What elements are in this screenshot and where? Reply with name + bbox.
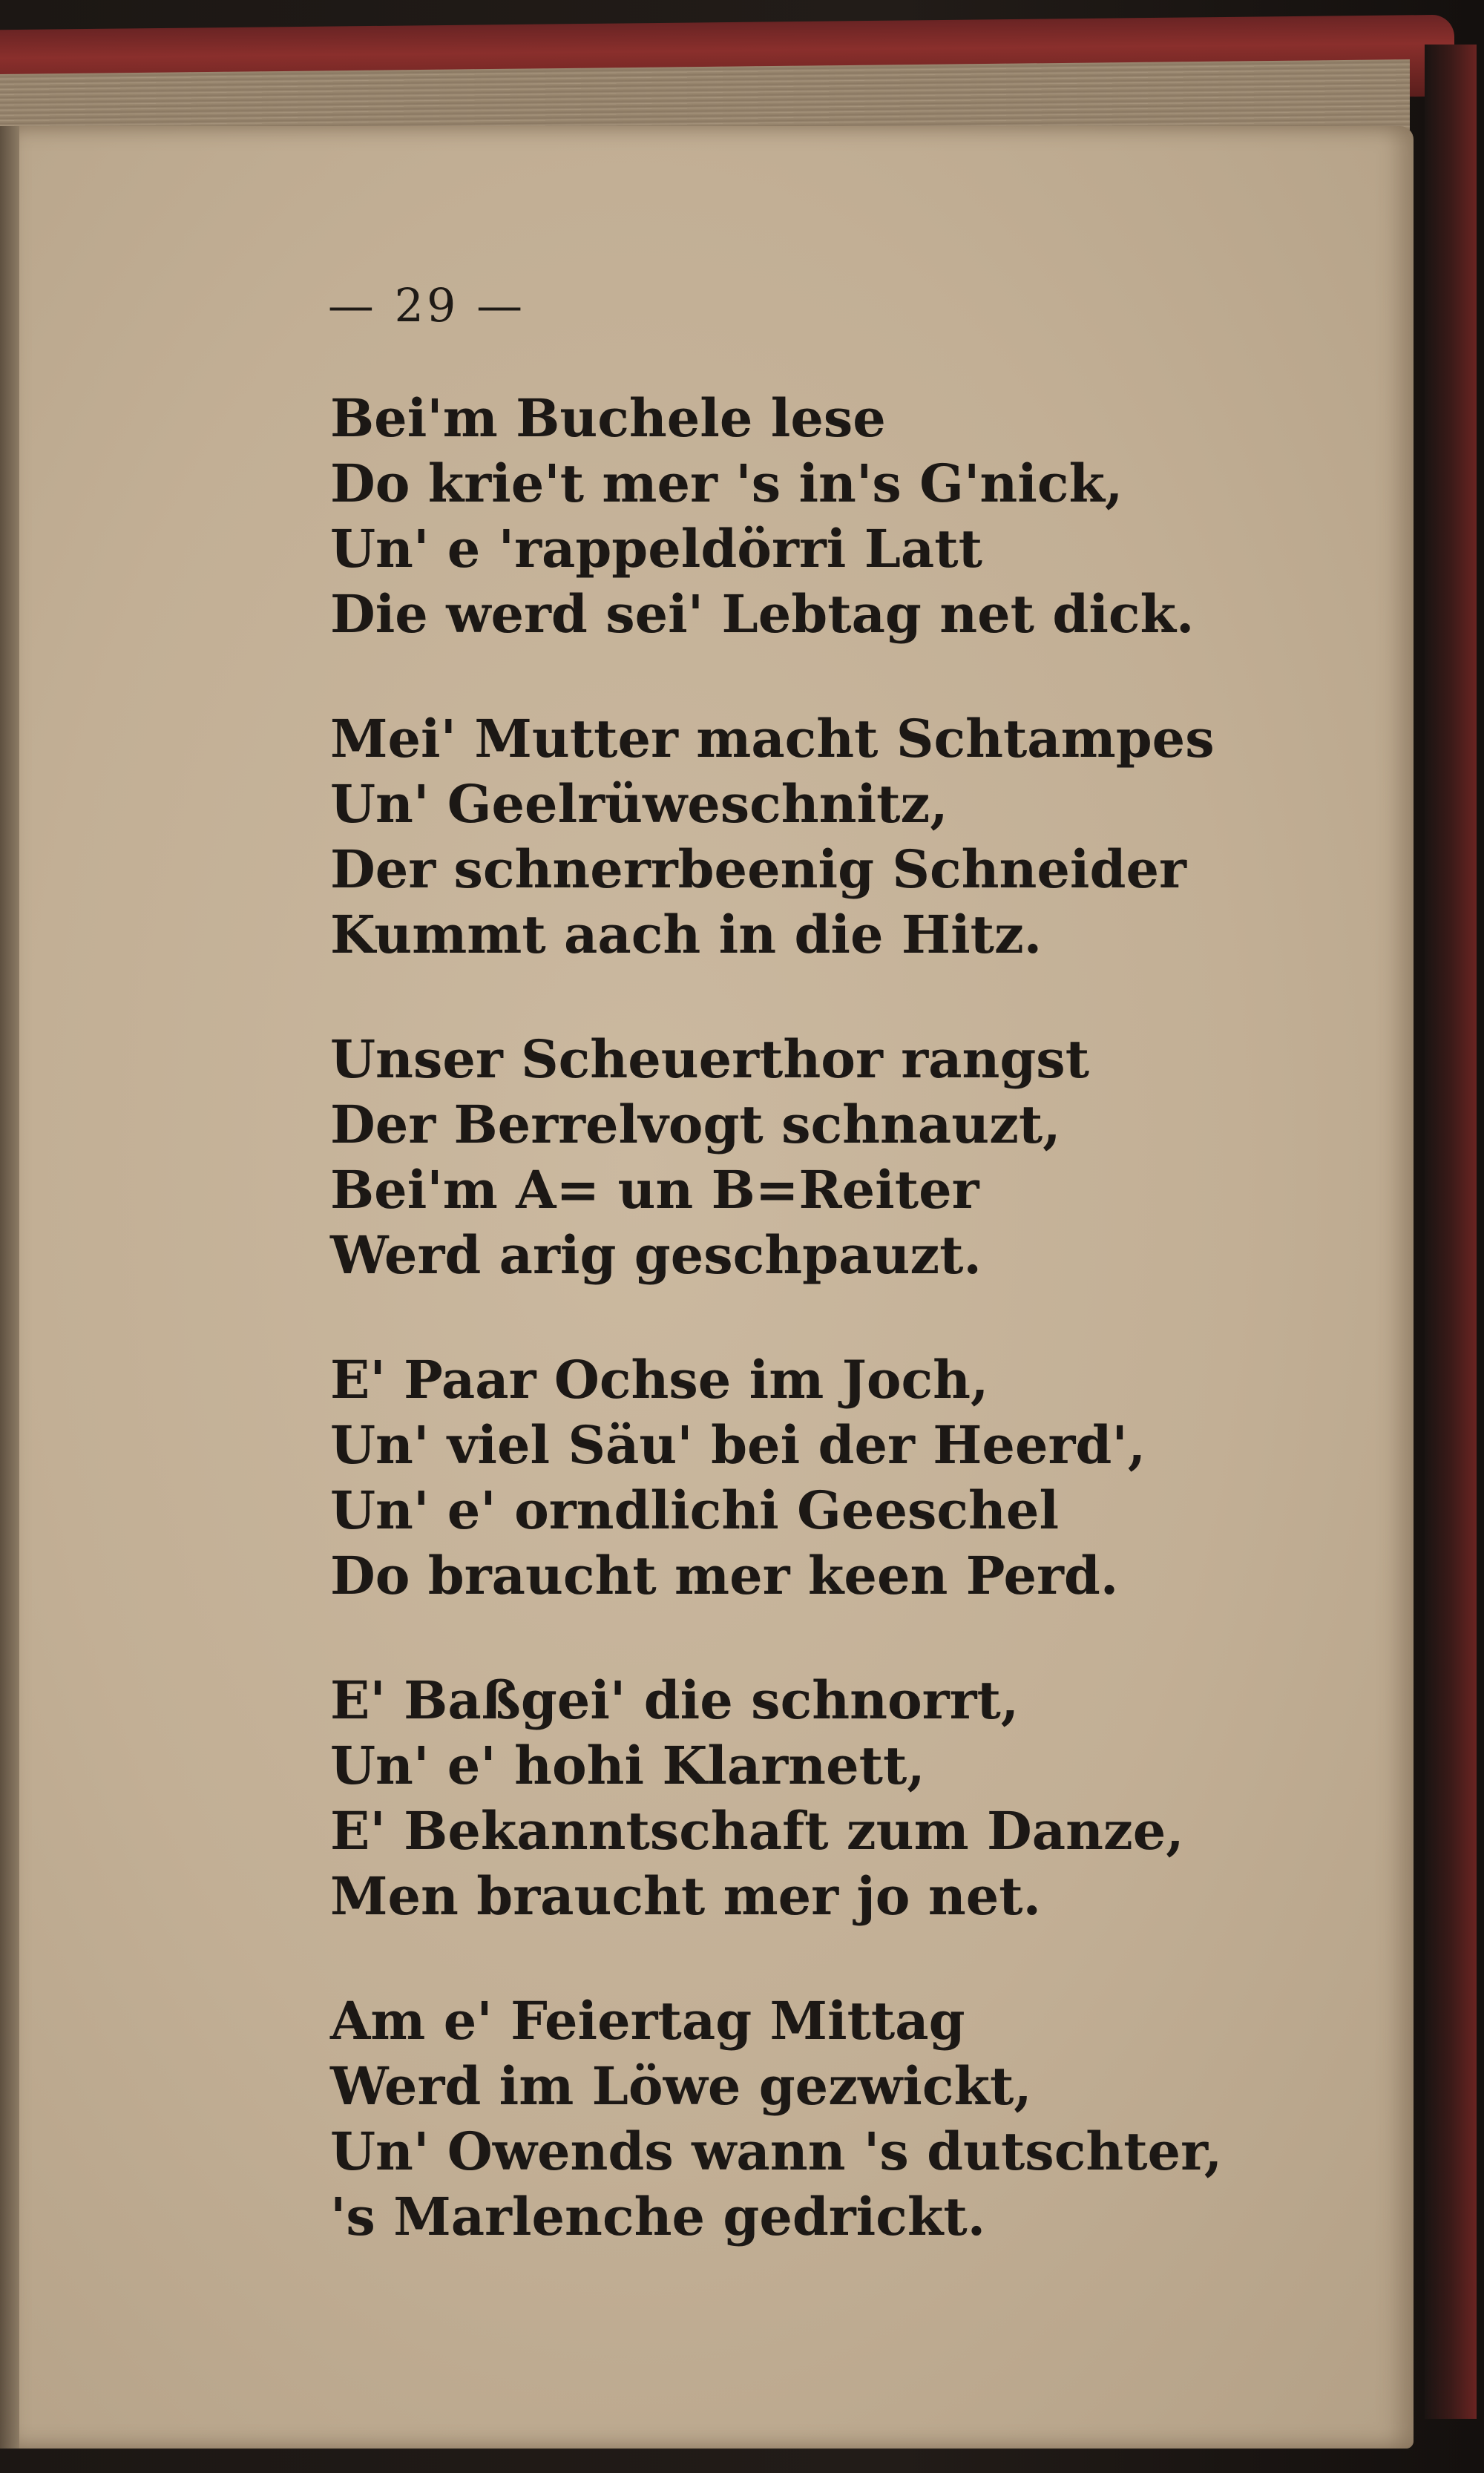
poem-line: Bei'm Buchele lese (330, 387, 886, 449)
stanza-1 (330, 386, 1369, 706)
stanza-3 (330, 1027, 1369, 1347)
stanza-6 (330, 1988, 1369, 2309)
poem-line: Die werd sei' Lebtag net dick. (330, 583, 1195, 645)
poem-line: Unser Scheuerthor rangst (330, 1028, 1090, 1090)
poem-line: Werd arig geschpauzt. (330, 1224, 982, 1286)
poem-line: Do krie't mer 's in's G'nick, (330, 453, 1123, 514)
stanza-2 (330, 706, 1369, 1027)
poem-line: Der schnerrbeenig Schneider (330, 838, 1186, 900)
page-number: — 29 — (327, 278, 526, 332)
poem-line: E' Paar Ochse im Joch, (330, 1349, 989, 1410)
poem-line: Do braucht mer keen Perd. (330, 1545, 1119, 1606)
poem-line: Un' viel Säu' bei der Heerd', (330, 1414, 1146, 1476)
poem-line: Kummt aach in die Hitz. (330, 904, 1043, 965)
poem-line: Un' e' hohi Klarnett, (330, 1735, 925, 1796)
poem-line: Un' e' orndlichi Geeschel (330, 1479, 1060, 1541)
poem-line: E' Bekanntschaft zum Danze, (330, 1800, 1184, 1862)
poem-line: 's Marlenche gedrickt. (330, 2186, 986, 2247)
stanza-5 (330, 1668, 1369, 1988)
poem-line: Werd im Löwe gezwickt, (330, 2055, 1032, 2117)
poem-line: Am e' Feiertag Mittag (330, 1990, 965, 2052)
poem-line: Un' Owends wann 's dutschter, (330, 2121, 1223, 2182)
poem-line: Men braucht mer jo net. (330, 1865, 1041, 1927)
book-cover-right (1425, 45, 1477, 2419)
stanza-4 (330, 1347, 1369, 1668)
poem-line: E' Baßgei' die schnorrt, (330, 1669, 1020, 1731)
poem (330, 386, 1369, 2309)
poem-line: Mei' Mutter macht Schtampes (330, 708, 1215, 769)
poem-line: Un' Geelrüweschnitz, (330, 773, 948, 835)
page-gutter (0, 126, 19, 2449)
poem-line: Bei'm A= un B=Reiter (330, 1159, 979, 1221)
poem-line: Un' e 'rappeldörri Latt (330, 518, 982, 579)
poem-line: Der Berrelvogt schnauzt, (330, 1094, 1061, 1155)
